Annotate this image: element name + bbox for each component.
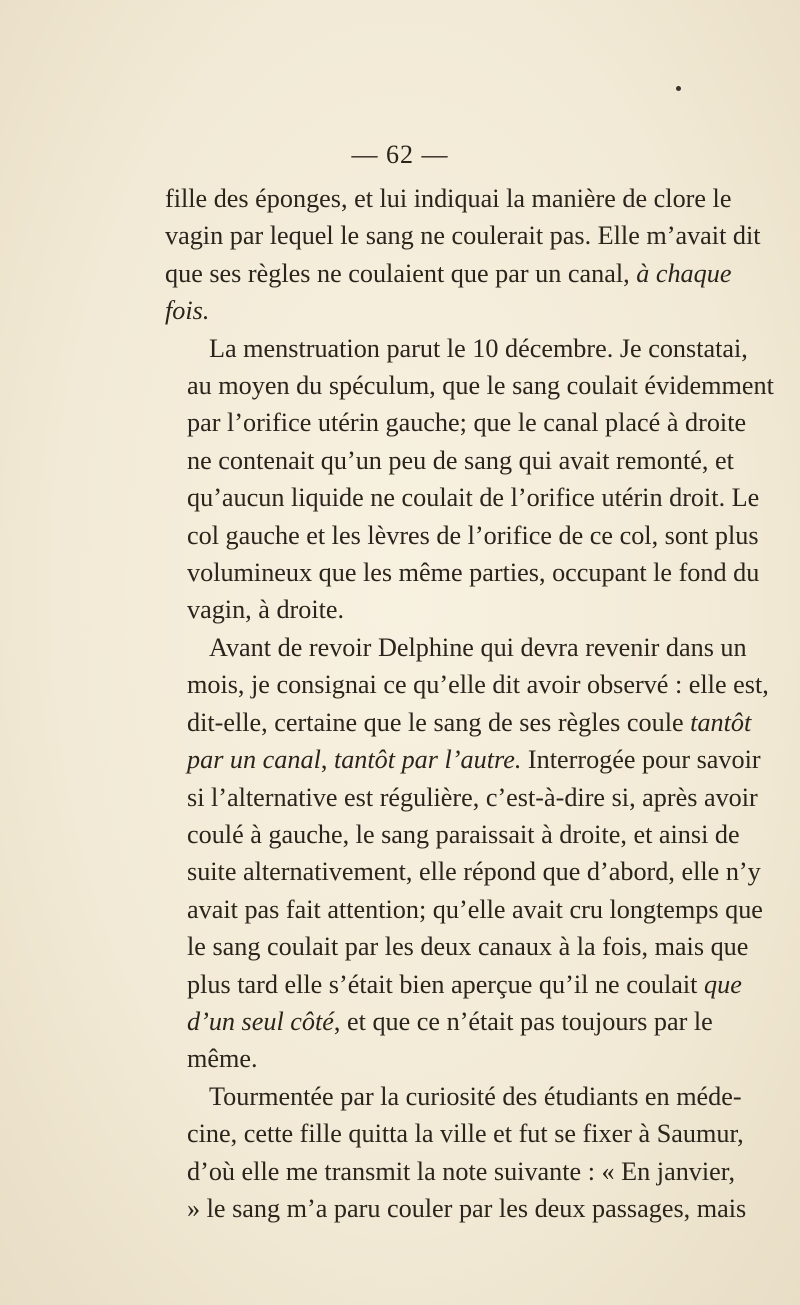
paragraph — [165, 180, 761, 330]
text-line — [165, 591, 710, 628]
text-line — [165, 180, 732, 217]
text-run: fois. — [165, 296, 210, 326]
text-line — [165, 704, 752, 741]
text-line — [165, 479, 760, 516]
text-line — [165, 330, 748, 367]
text-run: , — [320, 745, 334, 775]
text-line — [165, 1040, 710, 1077]
text-line — [165, 629, 747, 666]
text-line — [165, 1153, 736, 1190]
text-run: col gauche et les lèvres de l’orifice de ce col, sont plus — [187, 520, 759, 550]
text-run: avait pas fait attention; qu’elle avait cru longtemps que — [187, 894, 763, 924]
text-line — [165, 255, 732, 292]
text-run: plus tard elle s’était bien aperçue qu’il ne coulait — [187, 969, 704, 999]
text-line — [165, 779, 758, 816]
ink-speck — [676, 86, 681, 91]
text-run: Interrogée pour savoir — [521, 745, 761, 775]
text-line — [165, 1078, 742, 1115]
text-run: coulé à gauche, le sang paraissait à droite, et ainsi de — [187, 819, 740, 849]
paragraph — [165, 629, 769, 1078]
text-run: Avant de revoir Delphine qui devra revenir dans un — [209, 632, 747, 662]
text-line — [165, 217, 761, 254]
text-run: à chaque — [636, 258, 732, 288]
text-run: Tourmentée par la curiosité des étudiants en méde- — [209, 1081, 742, 1111]
text-line — [165, 928, 749, 965]
text-line — [165, 367, 774, 404]
text-run: que — [704, 969, 742, 999]
text-run: vagin par lequel le sang ne coulerait pas. Elle m’avait dit — [165, 221, 761, 251]
text-run: le sang coulait par les deux canaux à la fois, mais que — [187, 932, 749, 962]
text-line — [165, 292, 710, 329]
paragraph — [165, 330, 774, 629]
text-line — [165, 404, 747, 441]
text-run: » le sang m’a paru couler par les deux passages, mais — [187, 1193, 747, 1223]
text-line — [165, 853, 761, 890]
text-run: même. — [187, 1044, 258, 1074]
text-run: si l’alternative est régulière, c’est-à-dire si, après avoir — [187, 782, 758, 812]
text-run: d’où elle me transmit la note suivante : « En janvier, — [187, 1156, 736, 1186]
text-line — [165, 816, 740, 853]
text-run: tantôt par l’autre. — [333, 745, 522, 775]
page-number: — 62 — — [351, 140, 449, 169]
text-run: volumineux que les même parties, occupant le fond du — [187, 558, 760, 588]
text-line — [165, 1115, 744, 1152]
text-run: La menstruation parut le 10 décembre. Je constatai, — [209, 333, 748, 363]
text-line — [165, 666, 769, 703]
text-line — [165, 554, 760, 591]
text-run: mois, je consignai ce qu’elle dit avoir observé : elle est, — [187, 670, 769, 700]
text-run: vagin, à droite. — [187, 595, 345, 625]
text-run: fille des éponges, et lui indiquai la manière de clore le — [165, 184, 732, 213]
text-run: , et que ce n’était pas toujours par le — [333, 1006, 713, 1036]
text-run: qu’aucun liquide ne coulait de l’orifice utérin droit. Le — [187, 483, 760, 513]
paragraph — [165, 1078, 747, 1228]
text-run: au moyen du spéculum, que le sang coulait évidemment — [187, 371, 774, 401]
text-line — [165, 442, 734, 479]
text-line — [165, 891, 763, 928]
text-run: que ses règles ne coulaient que par un canal, — [165, 258, 637, 288]
text-run: tantôt — [690, 707, 752, 737]
text-line — [165, 741, 761, 778]
text-run: par un canal — [187, 745, 321, 775]
text-line — [165, 1003, 713, 1040]
text-line — [165, 966, 742, 1003]
text-run: d’un seul côté — [187, 1006, 334, 1036]
text-line — [165, 1190, 747, 1227]
text-run: par l’orifice utérin gauche; que le canal placé à droite — [187, 408, 747, 438]
text-run: cine, cette fille quitta la ville et fut se fixer à Saumur, — [187, 1119, 744, 1149]
text-line — [165, 517, 759, 554]
text-run: ne contenait qu’un peu de sang qui avait remonté, et — [187, 445, 734, 475]
text-run: dit-elle, certaine que le sang de ses règles coule — [187, 707, 691, 737]
body-text — [165, 180, 774, 1227]
text-run: suite alternativement, elle répond que d’abord, elle n’y — [187, 857, 761, 887]
